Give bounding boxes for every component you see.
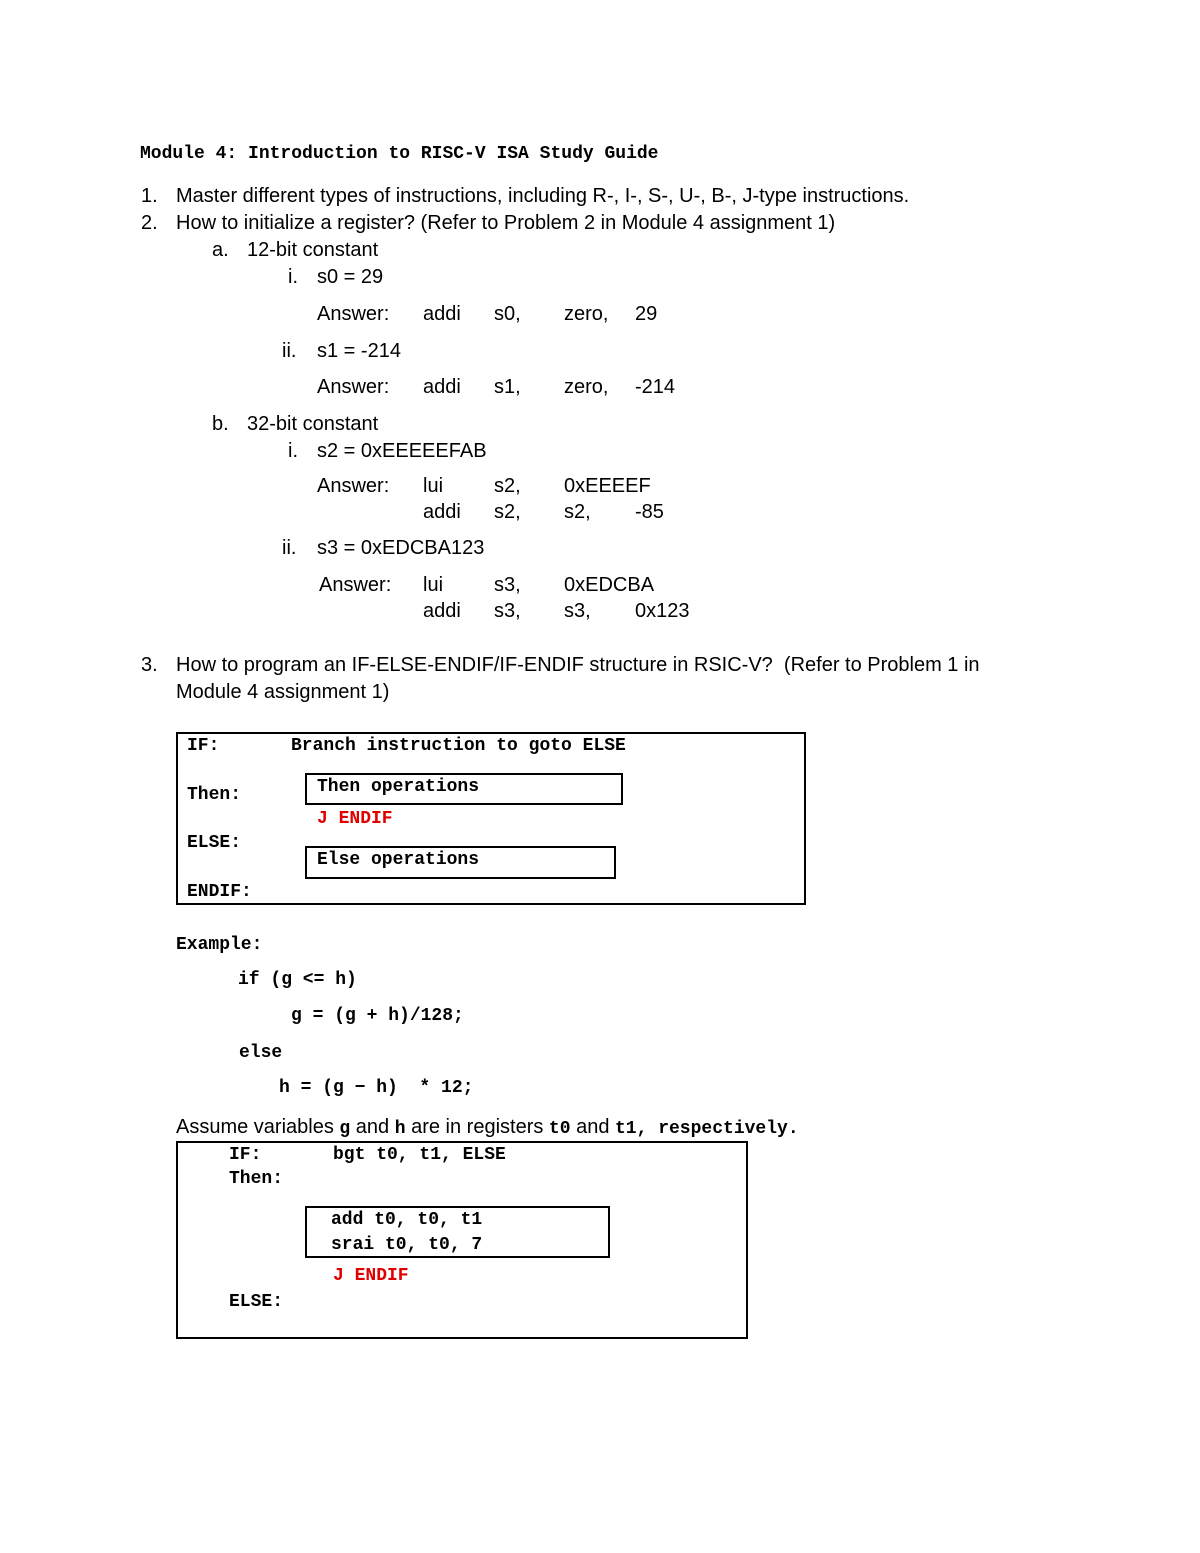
reg-t1: t1, [615, 1119, 648, 1139]
if-label: IF: [187, 736, 220, 756]
roman-number: i. [288, 266, 298, 288]
if-text: bgt t0, t1, ELSE [333, 1145, 506, 1165]
jump-endif: J ENDIF [333, 1266, 409, 1286]
answer-rs: zero, [564, 303, 609, 325]
answer-rd: s2, [494, 475, 521, 497]
assume-text: Assume variables [176, 1116, 340, 1138]
list-item-number: 2. [141, 212, 158, 234]
if-text: Branch instruction to goto ELSE [291, 736, 626, 756]
var-h: h [394, 1119, 406, 1139]
answer-op: lui [423, 475, 444, 497]
code-line: srai t0, t0, 7 [331, 1235, 483, 1255]
assume-sentence [176, 1117, 799, 1138]
else-label: ELSE: [187, 833, 242, 853]
answer-imm: 0xEEEEF [564, 475, 651, 497]
sub-item-text: 32-bit constant [247, 413, 379, 435]
roman-text: s0 = 29 [317, 266, 384, 288]
answer-rd: s3, [494, 574, 521, 596]
answer-rd: s0, [494, 303, 521, 325]
answer-imm: 29 [635, 303, 658, 325]
answer-rs: s2, [564, 501, 591, 523]
answer-op: addi [423, 376, 461, 398]
assume-tail: respectively. [647, 1119, 799, 1139]
sub-item-letter: b. [212, 413, 229, 435]
answer-imm: -214 [635, 376, 676, 398]
answer-rs: zero, [564, 376, 609, 398]
assume-text: and [570, 1116, 615, 1138]
code-line: if (g <= h) [238, 970, 357, 990]
page-title: Module 4: Introduction to RISC-V ISA Study Guide [140, 144, 659, 164]
answer-label: Answer: [317, 475, 390, 497]
code-line: else [239, 1043, 283, 1063]
answer-rd: s1, [494, 376, 521, 398]
roman-text: s1 = -214 [317, 340, 401, 362]
code-line: h = (g − h) * 12; [279, 1078, 474, 1098]
answer-rd: s3, [494, 600, 521, 622]
assume-text: and [350, 1116, 395, 1138]
answer-imm: 0x123 [635, 600, 690, 622]
jump-endif: J ENDIF [317, 809, 393, 829]
endif-label: ENDIF: [187, 882, 252, 902]
answer-rd: s2, [494, 501, 521, 523]
answer-imm: 0xEDCBA [564, 574, 655, 596]
assume-text: are in registers [405, 1116, 549, 1138]
reg-t0: t0 [548, 1119, 571, 1139]
then-operations: Then operations [317, 777, 480, 797]
then-label: Then: [229, 1169, 284, 1189]
if-else-template-box [176, 732, 806, 905]
else-label: ELSE: [229, 1292, 284, 1312]
roman-number: ii. [282, 537, 297, 559]
list-item-number: 3. [141, 654, 158, 676]
code-line: g = (g + h)/128; [291, 1006, 464, 1026]
then-label: Then: [187, 785, 242, 805]
list-item-text: Master different types of instructions, including R-, I-, S-, U-, B-, J-type instructions. [176, 185, 910, 207]
var-g: g [339, 1119, 351, 1139]
roman-text: s2 = 0xEEEEEFAB [317, 440, 487, 462]
list-item-text: How to program an IF-ELSE-ENDIF/IF-ENDIF structure in RSIC-V? (Refer to Problem 1 in [176, 654, 980, 676]
list-item-text: Module 4 assignment 1) [176, 681, 390, 703]
answer-op: addi [423, 600, 461, 622]
sub-item-letter: a. [212, 239, 229, 261]
list-item-number: 1. [141, 185, 158, 207]
else-operations: Else operations [317, 850, 480, 870]
roman-number: i. [288, 440, 298, 462]
answer-imm: -85 [635, 501, 664, 523]
answer-op: addi [423, 303, 461, 325]
sub-item-text: 12-bit constant [247, 239, 379, 261]
answer-label: Answer: [317, 376, 390, 398]
answer-rs: s3, [564, 600, 591, 622]
example-label: Example: [176, 935, 263, 955]
code-line: add t0, t0, t1 [331, 1210, 483, 1230]
answer-op: addi [423, 501, 461, 523]
roman-number: ii. [282, 340, 297, 362]
list-item-text: How to initialize a register? (Refer to Problem 2 in Module 4 assignment 1) [176, 212, 836, 234]
answer-op: lui [423, 574, 444, 596]
if-label: IF: [229, 1145, 262, 1165]
answer-label: Answer: [317, 303, 390, 325]
answer-label: Answer: [319, 574, 392, 596]
roman-text: s3 = 0xEDCBA123 [317, 537, 485, 559]
